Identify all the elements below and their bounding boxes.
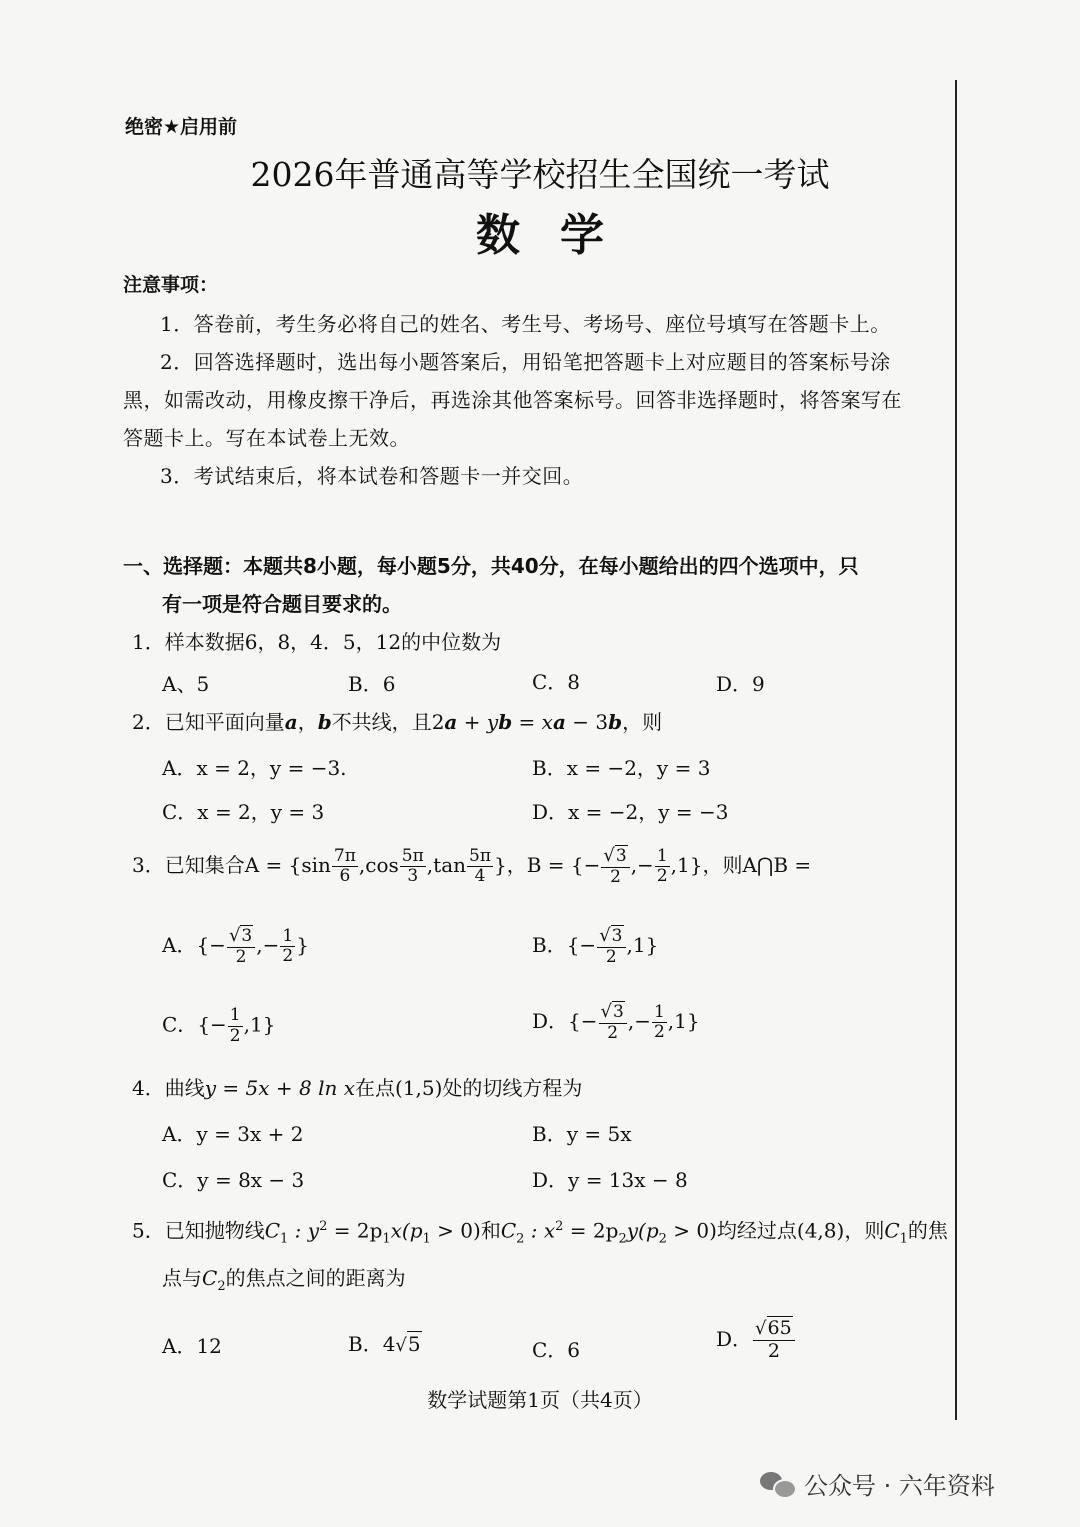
question-4-option-d: D．y = 13x − 8 [532, 1168, 688, 1192]
question-2-number: 2． [132, 710, 165, 734]
fraction-7pi-6: $\frac{7\pi}{6}$ [333, 845, 356, 887]
question-4-stem: 4．曲线y = 5x + 8 ln x在点(1,5)处的切线方程为 [132, 1076, 583, 1100]
wechat-icon [760, 1470, 794, 1498]
question-2-stem [132, 712, 662, 732]
notice-item-2-line-1: 2．回答选择题时，选出每小题答案后，用铅笔把答题卡上对应题目的答案标号涂 [160, 350, 891, 374]
fraction-5pi-3: $\frac{5\pi}{3}$ [401, 845, 424, 887]
question-2-option-a: A．x = 2，y = −3. [162, 756, 347, 780]
notice-item-1: 1．答卷前，考生务必将自己的姓名、考生号、考场号、座位号填写在答题卡上。 [160, 312, 891, 336]
notice-heading: 注意事项： [123, 274, 219, 296]
section-1-title-line-2: 有一项是符合题目要求的。 [162, 592, 402, 616]
question-2-comma: ， [297, 710, 318, 734]
question-1-option-c: C．8 [532, 670, 581, 694]
question-1-option-b: B．6 [348, 672, 396, 696]
fraction-sqrt3-2: $\frac{√3}{2}$ [601, 846, 629, 887]
fraction-5pi-4: $\frac{5\pi}{4}$ [469, 845, 491, 887]
question-4-option-a: A．y = 3x + 2 [162, 1122, 304, 1146]
question-5-option-b: B．4√5 [348, 1332, 421, 1356]
question-5-option-c: C．6 [532, 1338, 581, 1362]
question-5-option-a: A．12 [162, 1334, 222, 1358]
question-2-text-a: 已知平面向量 [164, 710, 285, 734]
page-footer: 数学试题第1页（共4页） [427, 1388, 653, 1412]
question-2-option-c: C．x = 2，y = 3 [162, 800, 325, 824]
question-4-option-c: C．y = 8x − 3 [162, 1168, 305, 1192]
question-2-equation: 2a + yb = xa − 3b [431, 710, 623, 734]
question-5-stem-line-2: 点与$C_2$的焦点之间的距离为 [162, 1266, 406, 1294]
watermark [760, 1466, 995, 1501]
subject-title: 数学 [476, 210, 644, 261]
question-1-stem: 1．样本数据6，8，4．5，12的中位数为 [132, 630, 502, 654]
question-1-option-a: A、5 [162, 672, 210, 696]
question-5-stem-line-1: 5．已知抛物线$C_1$ : $y^2 = 2p_1x(p_1 > 0)$和$C_2$ : $x^2 = 2p_2y(p_2 > 0)$均经过点(4,8)，则$C_1$的焦 [132, 1218, 948, 1247]
notice-item-2-line-3: 答题卡上。写在本试卷上无效。 [123, 426, 410, 450]
vector-b: b [317, 710, 332, 734]
intersection: A⋂B = [742, 853, 812, 878]
fraction-1-2: $\frac{1}{2}$ [656, 845, 668, 887]
secret-label: 绝密★启用前 [125, 116, 238, 138]
question-2-text-b: 不共线，且 [331, 710, 432, 734]
question-3-stem: 3．已知集合A = {sin $\frac{7\pi}{6}$ ,cos $\frac{5\pi}{3}$ ,tan $\frac{5\pi}{4}$ }，B = {− $\frac{√3}{2}$ ,− $\frac{1}{2}$ ,1}，则A⋂B = [132, 845, 812, 887]
watermark-text: 公众号 · 六年资料 [804, 1472, 995, 1500]
question-5-option-d: D． $\frac{√65}{2}$ [716, 1318, 796, 1363]
notice-item-3: 3．考试结束后，将本试卷和答题卡一并交回。 [160, 464, 584, 488]
set-b-open: B = {− [526, 853, 601, 878]
question-4-equation: y = 5x + 8 ln x [204, 1076, 355, 1100]
question-3-option-a: A．{− $\frac{√3}{2}$ ,− $\frac{1}{2}$ } [162, 925, 309, 967]
vector-a: a [284, 710, 298, 734]
question-1-option-d: D．9 [716, 672, 765, 696]
margin-rule [955, 80, 957, 1420]
question-3-option-d: D．{− $\frac{√3}{2}$ ,− $\frac{1}{2}$ ,1} [532, 1001, 700, 1043]
question-4-option-b: B．y = 5x [532, 1122, 632, 1146]
question-2-option-d: D．x = −2，y = −3 [532, 800, 729, 824]
question-2-text-c: ，则 [622, 710, 663, 734]
set-a-open: A = {sin [244, 853, 331, 878]
exam-title: 2026年普通高等学校招生全国统一考试 [250, 155, 830, 194]
question-2-option-b: B．x = −2，y = 3 [532, 756, 711, 780]
notice-item-2-line-2: 黑，如需改动，用橡皮擦干净后，再选涂其他答案标号。回答非选择题时，将答案写在 [123, 388, 902, 412]
section-1-title-line-1: 一、选择题：本题共8小题，每小题5分，共40分，在每小题给出的四个选项中，只 [123, 554, 859, 578]
question-3-option-c: C．{− $\frac{1}{2}$ ,1} [162, 1005, 276, 1046]
question-3-option-b: B．{− $\frac{√3}{2}$ ,1} [532, 925, 659, 967]
